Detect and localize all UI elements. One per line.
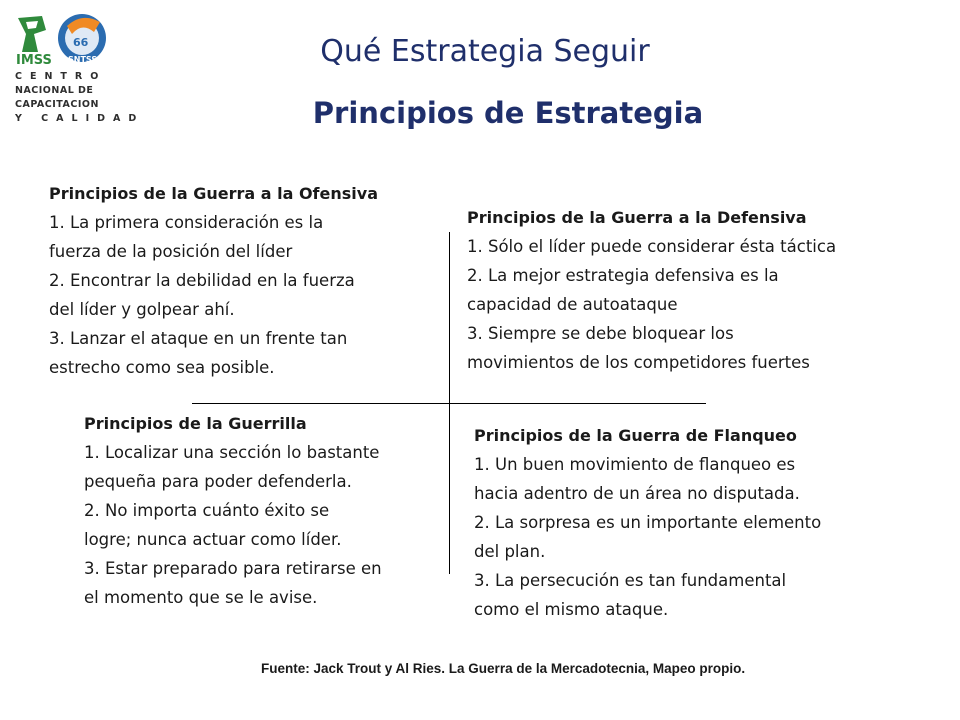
- quadrant-heading: Principios de la Guerrilla: [84, 414, 307, 433]
- quadrant-line: movimientos de los competidores fuertes: [467, 353, 810, 372]
- badge-number: 66: [73, 36, 89, 49]
- quadrant-line: el momento que se le avise.: [84, 588, 318, 607]
- quadrant-line: del líder y golpear ahí.: [49, 300, 235, 319]
- quadrant-heading: Principios de la Guerra a la Ofensiva: [49, 184, 378, 203]
- quadrant-offensive: [49, 179, 419, 382]
- source-citation: Fuente: Jack Trout y Al Ries. La Guerra de la Mercadotecnia, Mapeo propio.: [261, 661, 746, 676]
- quadrant-line: 2. La sorpresa es un importante elemento: [474, 513, 822, 532]
- quadrant-line: 1. Localizar una sección lo bastante: [84, 443, 380, 462]
- quadrant-line: 3. Lanzar el ataque en un frente tan: [49, 329, 348, 348]
- sntss-text: SNTSS: [68, 55, 98, 64]
- quadrant-line: 2. No importa cuánto éxito se: [84, 501, 330, 520]
- logo-line-2: NACIONAL DE: [15, 85, 94, 96]
- quadrant-line: pequeña para poder defenderla.: [84, 472, 352, 491]
- quadrant-heading: Principios de la Guerra de Flanqueo: [474, 426, 797, 445]
- quadrant-line: como el mismo ataque.: [474, 600, 669, 619]
- slide-title: Qué Estrategia Seguir: [320, 34, 650, 69]
- quadrant-guerrilla: [84, 409, 434, 612]
- quadrant-line: 1. Sólo el líder puede considerar ésta táctica: [467, 237, 837, 256]
- quadrant-line: capacidad de autoataque: [467, 295, 678, 314]
- horizontal-divider: [192, 403, 706, 404]
- quadrant-defensive: [467, 203, 907, 377]
- quadrant-line: del plan.: [474, 542, 546, 561]
- quadrant-line: 1. La primera consideración es la: [49, 213, 324, 232]
- quadrant-line: 2. Encontrar la debilidad en la fuerza: [49, 271, 355, 290]
- slide-subtitle: Principios de Estrategia: [312, 96, 704, 130]
- quadrant-line: 3. La persecución es tan fundamental: [474, 571, 787, 590]
- quadrant-line: fuerza de la posición del líder: [49, 242, 293, 261]
- quadrant-line: 2. La mejor estrategia defensiva es la: [467, 266, 779, 285]
- logo-line-4: Y CALIDAD: [15, 113, 145, 124]
- quadrant-heading: Principios de la Guerra a la Defensiva: [467, 208, 807, 227]
- quadrant-line: logre; nunca actuar como líder.: [84, 530, 342, 549]
- quadrant-line: estrecho como sea posible.: [49, 358, 275, 377]
- quadrant-line: 3. Estar preparado para retirarse en: [84, 559, 382, 578]
- logo-line-1: CENTRO: [15, 71, 107, 82]
- imss-logo-text: IMSS: [16, 53, 52, 68]
- quadrant-line: hacia adentro de un área no disputada.: [474, 484, 800, 503]
- quadrant-line: 1. Un buen movimiento de flanqueo es: [474, 455, 796, 474]
- quadrant-flanking: [474, 421, 884, 624]
- logo-line-3: CAPACITACION: [15, 99, 99, 110]
- quadrant-line: 3. Siempre se debe bloquear los: [467, 324, 734, 343]
